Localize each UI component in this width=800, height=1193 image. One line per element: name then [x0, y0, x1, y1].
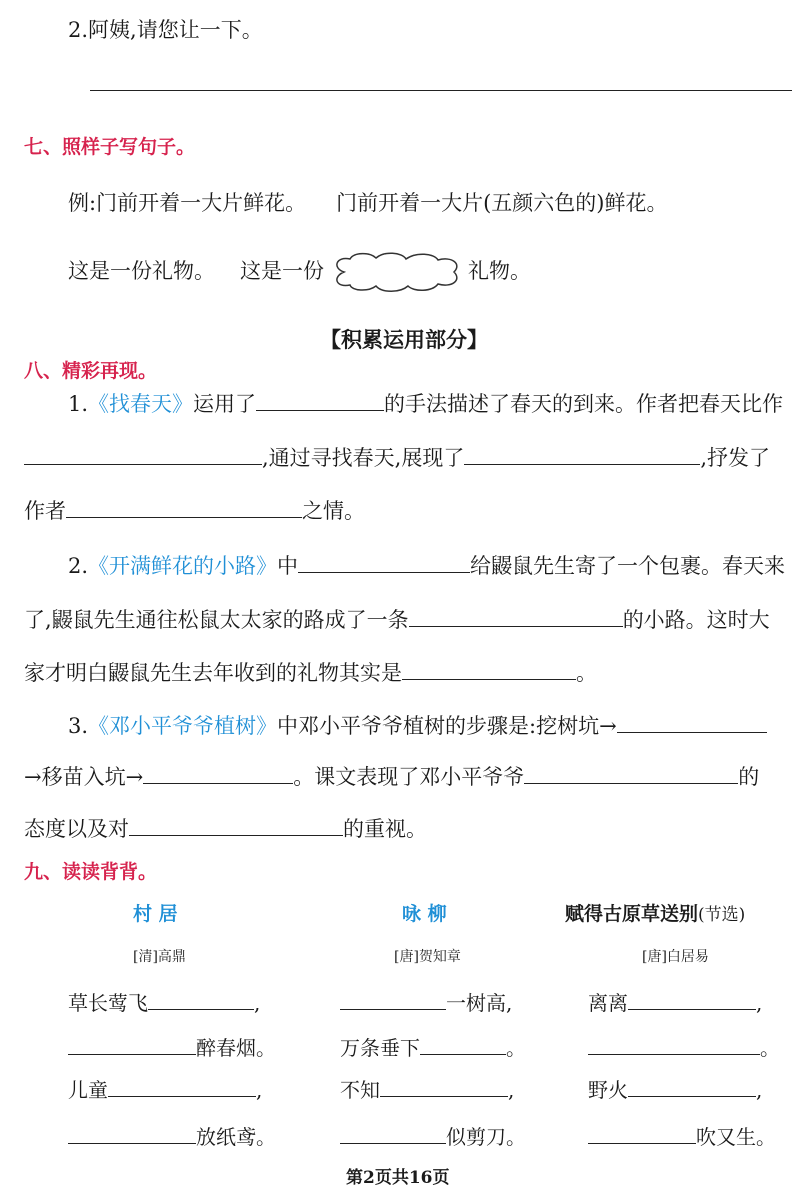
item1-num: 1. [68, 392, 89, 416]
blank[interactable] [617, 710, 767, 733]
poem3-line1 [588, 987, 762, 1017]
section7-heading: 七、照样子写句子。 [24, 136, 196, 158]
poem2-line4 [340, 1121, 526, 1151]
poem2-author: [唐]贺知章 [394, 949, 461, 965]
poem1-l1-post: , [254, 991, 261, 1015]
poem3-l2-post: 。 [760, 1036, 780, 1060]
item3-t4: 的 [738, 765, 760, 789]
blank[interactable] [409, 604, 623, 627]
poem3-subtitle: (节选) [698, 905, 746, 925]
blank[interactable] [256, 388, 384, 411]
poem1-l4-post: 放纸鸢。 [196, 1125, 276, 1149]
blank[interactable] [340, 987, 446, 1010]
poem2-l1-post: 一树高, [446, 991, 513, 1015]
blank[interactable] [66, 495, 302, 518]
poem3-l3-post: , [756, 1078, 763, 1102]
poem1-l1-pre: 草长莺飞 [68, 991, 148, 1015]
item2-t6: 。 [576, 661, 597, 685]
poem3-l1-pre: 离离 [588, 991, 628, 1015]
poem3-author: [唐]白居易 [642, 949, 709, 965]
poem1-line1 [68, 987, 260, 1017]
section7-task-a: 这是一份礼物。 [68, 259, 215, 283]
item2-t4: 的小路。这时大 [622, 608, 770, 632]
section7-task-b-after: 礼物。 [468, 259, 531, 283]
item1-line2 [24, 442, 770, 472]
poem2-l2-post: 。 [506, 1036, 526, 1060]
poem3-l3-pre: 野火 [588, 1078, 628, 1102]
blank[interactable] [148, 987, 254, 1010]
item1-line1 [68, 388, 783, 418]
item3-t3: 。课文表现了邓小平爷爷 [293, 765, 525, 789]
poem2-l3-pre: 不知 [340, 1078, 380, 1102]
poem1-line3 [68, 1074, 262, 1104]
item3-num: 3. [68, 714, 89, 738]
item3-t5: 态度以及对 [24, 817, 129, 841]
item2-line3 [24, 657, 597, 687]
poem2-line2 [340, 1032, 526, 1062]
blank[interactable] [380, 1074, 508, 1097]
blank[interactable] [588, 1032, 760, 1055]
q6-item2-text: 阿姨,请您让一下。 [88, 18, 263, 42]
section8-heading: 八、精彩再现。 [24, 360, 158, 382]
section7-example [68, 189, 667, 217]
example-label: 例: [68, 191, 97, 215]
poem3-title: 赋得古原草送别 [565, 903, 699, 925]
item3-title: 《邓小平爷爷植树》 [88, 714, 278, 738]
poem1-line4 [68, 1121, 276, 1151]
item3-t2: →移苗入坑→ [24, 765, 144, 789]
poem1-title: 村 居 [133, 903, 178, 925]
poem1-l3-pre: 儿童 [68, 1078, 108, 1102]
q6-item2-num: 2. [68, 18, 89, 42]
poem3-line2 [588, 1032, 780, 1062]
page-number: 第2页共16页 [346, 1168, 450, 1188]
example-a: 门前开着一大片鲜花。 [96, 191, 307, 215]
q6-item2 [68, 16, 263, 44]
item1-line3 [24, 495, 365, 525]
item1-title: 《找春天》 [88, 392, 194, 416]
poem1-l3-post: , [256, 1078, 263, 1102]
blank[interactable] [628, 1074, 756, 1097]
item3-line1 [68, 710, 767, 740]
item2-num: 2. [68, 554, 89, 578]
poem2-l4-post: 似剪刀。 [446, 1125, 526, 1149]
poem1-l2-post: 醉春烟。 [196, 1036, 276, 1060]
section7-task-b-before: 这是一份 [240, 259, 324, 283]
item1-t5: 作者 [24, 499, 66, 523]
item1-t4: ,抒发了 [700, 446, 771, 470]
blank[interactable] [143, 761, 293, 784]
blank[interactable] [298, 550, 470, 573]
item3-t6: 的重视。 [343, 817, 427, 841]
poem2-title: 咏 柳 [402, 903, 447, 925]
poem3-line4 [588, 1121, 776, 1151]
item2-t5: 家才明白鼹鼠先生去年收到的礼物其实是 [24, 661, 402, 685]
blank[interactable] [129, 813, 343, 836]
poem1-line2 [68, 1032, 276, 1062]
item3-line2 [24, 761, 759, 791]
poem1-author: [清]高鼎 [133, 949, 186, 965]
poem3-l1-post: , [756, 991, 763, 1015]
item2-t2: 给鼹鼠先生寄了一个包裹。春天来 [470, 554, 786, 578]
item3-line3 [24, 813, 427, 843]
blank[interactable] [24, 442, 262, 465]
blank[interactable] [68, 1121, 196, 1144]
example-b: 门前开着一大片(五颜六色的)鲜花。 [336, 191, 668, 215]
blank[interactable] [108, 1074, 256, 1097]
blank[interactable] [340, 1121, 446, 1144]
poem2-line1 [340, 987, 512, 1017]
blank[interactable] [68, 1032, 196, 1055]
item2-line2 [24, 604, 770, 634]
part-title: 【积累运用部分】 [320, 327, 488, 352]
poem3-l4-post: 吹又生。 [696, 1125, 776, 1149]
blank[interactable] [420, 1032, 506, 1055]
blank[interactable] [464, 442, 700, 465]
item3-t1: 中邓小平爷爷植树的步骤是:挖树坑→ [277, 714, 617, 738]
item2-t1: 中 [277, 554, 299, 578]
cloud-answer-box[interactable] [330, 250, 464, 294]
poem2-line3 [340, 1074, 514, 1104]
answer-line-q6-2[interactable] [90, 90, 792, 91]
poem3-title-row [565, 899, 745, 926]
blank[interactable] [588, 1121, 696, 1144]
item1-t1: 运用了 [193, 392, 257, 416]
blank[interactable] [402, 657, 576, 680]
poem3-line3 [588, 1074, 762, 1104]
item2-t3: 了,鼹鼠先生通往松鼠太太家的路成了一条 [24, 608, 409, 632]
item1-t3: ,通过寻找春天,展现了 [262, 446, 465, 470]
section9-heading: 九、读读背背。 [24, 861, 158, 883]
item2-title: 《开满鲜花的小路》 [88, 554, 278, 578]
poem2-l2-pre: 万条垂下 [340, 1036, 420, 1060]
poem2-l3-post: , [508, 1078, 515, 1102]
item2-line1 [68, 550, 785, 580]
item1-t2: 的手法描述了春天的到来。作者把春天比作 [384, 392, 784, 416]
item1-t6: 之情。 [302, 499, 365, 523]
blank[interactable] [628, 987, 756, 1010]
blank[interactable] [524, 761, 738, 784]
